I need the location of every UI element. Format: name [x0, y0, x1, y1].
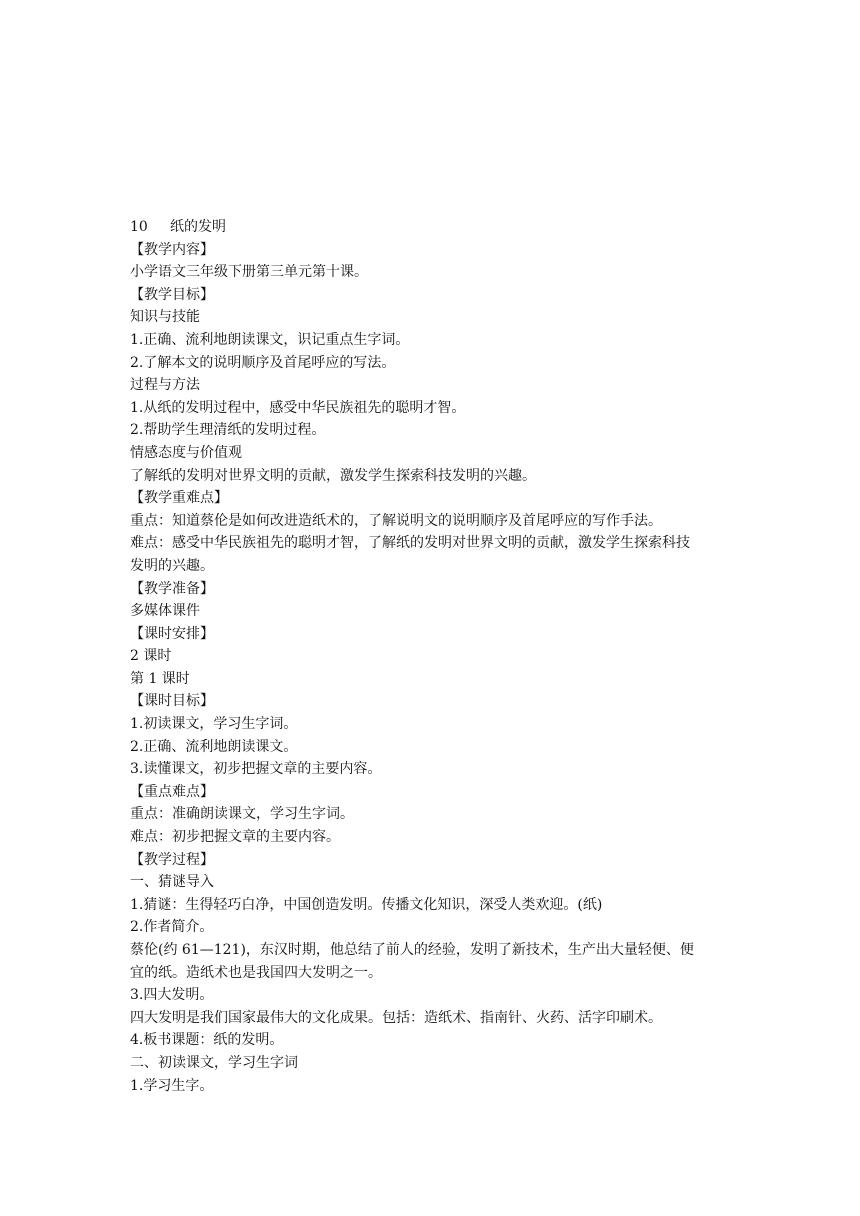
document-line: 1.学习生字。	[130, 1077, 214, 1094]
document-line: 2.帮助学生理清纸的发明过程。	[130, 422, 326, 439]
document-line: 宜的纸。造纸术也是我国四大发明之一。	[130, 964, 382, 981]
document-line: 2.了解本文的说明顺序及首尾呼应的写法。	[130, 354, 396, 371]
document-line: 过程与方法	[130, 377, 200, 394]
lesson-number: 10	[130, 219, 148, 235]
document-line: 【教学内容】	[130, 241, 214, 258]
lesson-title	[130, 216, 740, 239]
document-line: 1.猜谜：生得轻巧白净，中国创造发明。传播文化知识，深受人类欢迎。(纸)	[130, 896, 603, 913]
document-line: 发明的兴趣。	[130, 557, 214, 574]
document-line: 【教学重难点】	[130, 490, 228, 507]
document-line: 了解纸的发明对世界文明的贡献，激发学生探索科技发明的兴趣。	[130, 467, 536, 484]
document-line: 2.作者简介。	[130, 919, 214, 936]
document-line: 【课时安排】	[130, 625, 214, 642]
document-line: 【教学目标】	[130, 286, 214, 303]
document-line: 蔡伦(约 61—121)，东汉时期，他总结了前人的经验，发明了新技术，生产出大量轻便、便	[130, 942, 694, 958]
document-line: 2 课时	[130, 648, 172, 665]
document-line: 难点：初步把握文章的主要内容。	[130, 829, 340, 846]
document-line: 小学语文三年级下册第三单元第十课。	[130, 264, 368, 281]
document-line: 3.四大发明。	[130, 987, 214, 1004]
document-line: 【重点难点】	[130, 783, 214, 800]
document-line: 1.正确、流利地朗读课文，识记重点生字词。	[130, 331, 410, 348]
document-line: 情感态度与价值观	[130, 444, 242, 461]
document-line: 1.初读课文，学习生字词。	[130, 716, 298, 733]
document-lines	[130, 239, 740, 1098]
document-line: 难点：感受中华民族祖先的聪明才智，了解纸的发明对世界文明的贡献，激发学生探索科技	[130, 535, 690, 552]
document-line: 重点：知道蔡伦是如何改进造纸术的，了解说明文的说明顺序及首尾呼应的写作手法。	[130, 512, 662, 529]
document-line: 【教学过程】	[130, 851, 214, 868]
document-line: 多媒体课件	[130, 603, 200, 620]
document-line: 二、初读课文，学习生字词	[130, 1054, 298, 1071]
document-line: 一、猜谜导入	[130, 874, 214, 891]
document-line: 第 1 课时	[130, 670, 190, 687]
document-line: 1.从纸的发明过程中，感受中华民族祖先的聪明才智。	[130, 399, 466, 416]
document-line: 【教学准备】	[130, 580, 214, 597]
document-line: 2.正确、流利地朗读课文。	[130, 738, 298, 755]
lesson-title-text: 纸的发明	[170, 219, 226, 235]
document-line: 【课时目标】	[130, 693, 214, 710]
document-body	[130, 216, 740, 1097]
document-line: 4.板书课题：纸的发明。	[130, 1032, 284, 1049]
document-line: 重点：准确朗读课文，学习生字词。	[130, 806, 354, 823]
document-line: 3.读懂课文，初步把握文章的主要内容。	[130, 761, 382, 778]
document-line: 知识与技能	[130, 309, 200, 326]
document-line: 四大发明是我们国家最伟大的文化成果。包括：造纸术、指南针、火药、活字印刷术。	[130, 1009, 662, 1026]
